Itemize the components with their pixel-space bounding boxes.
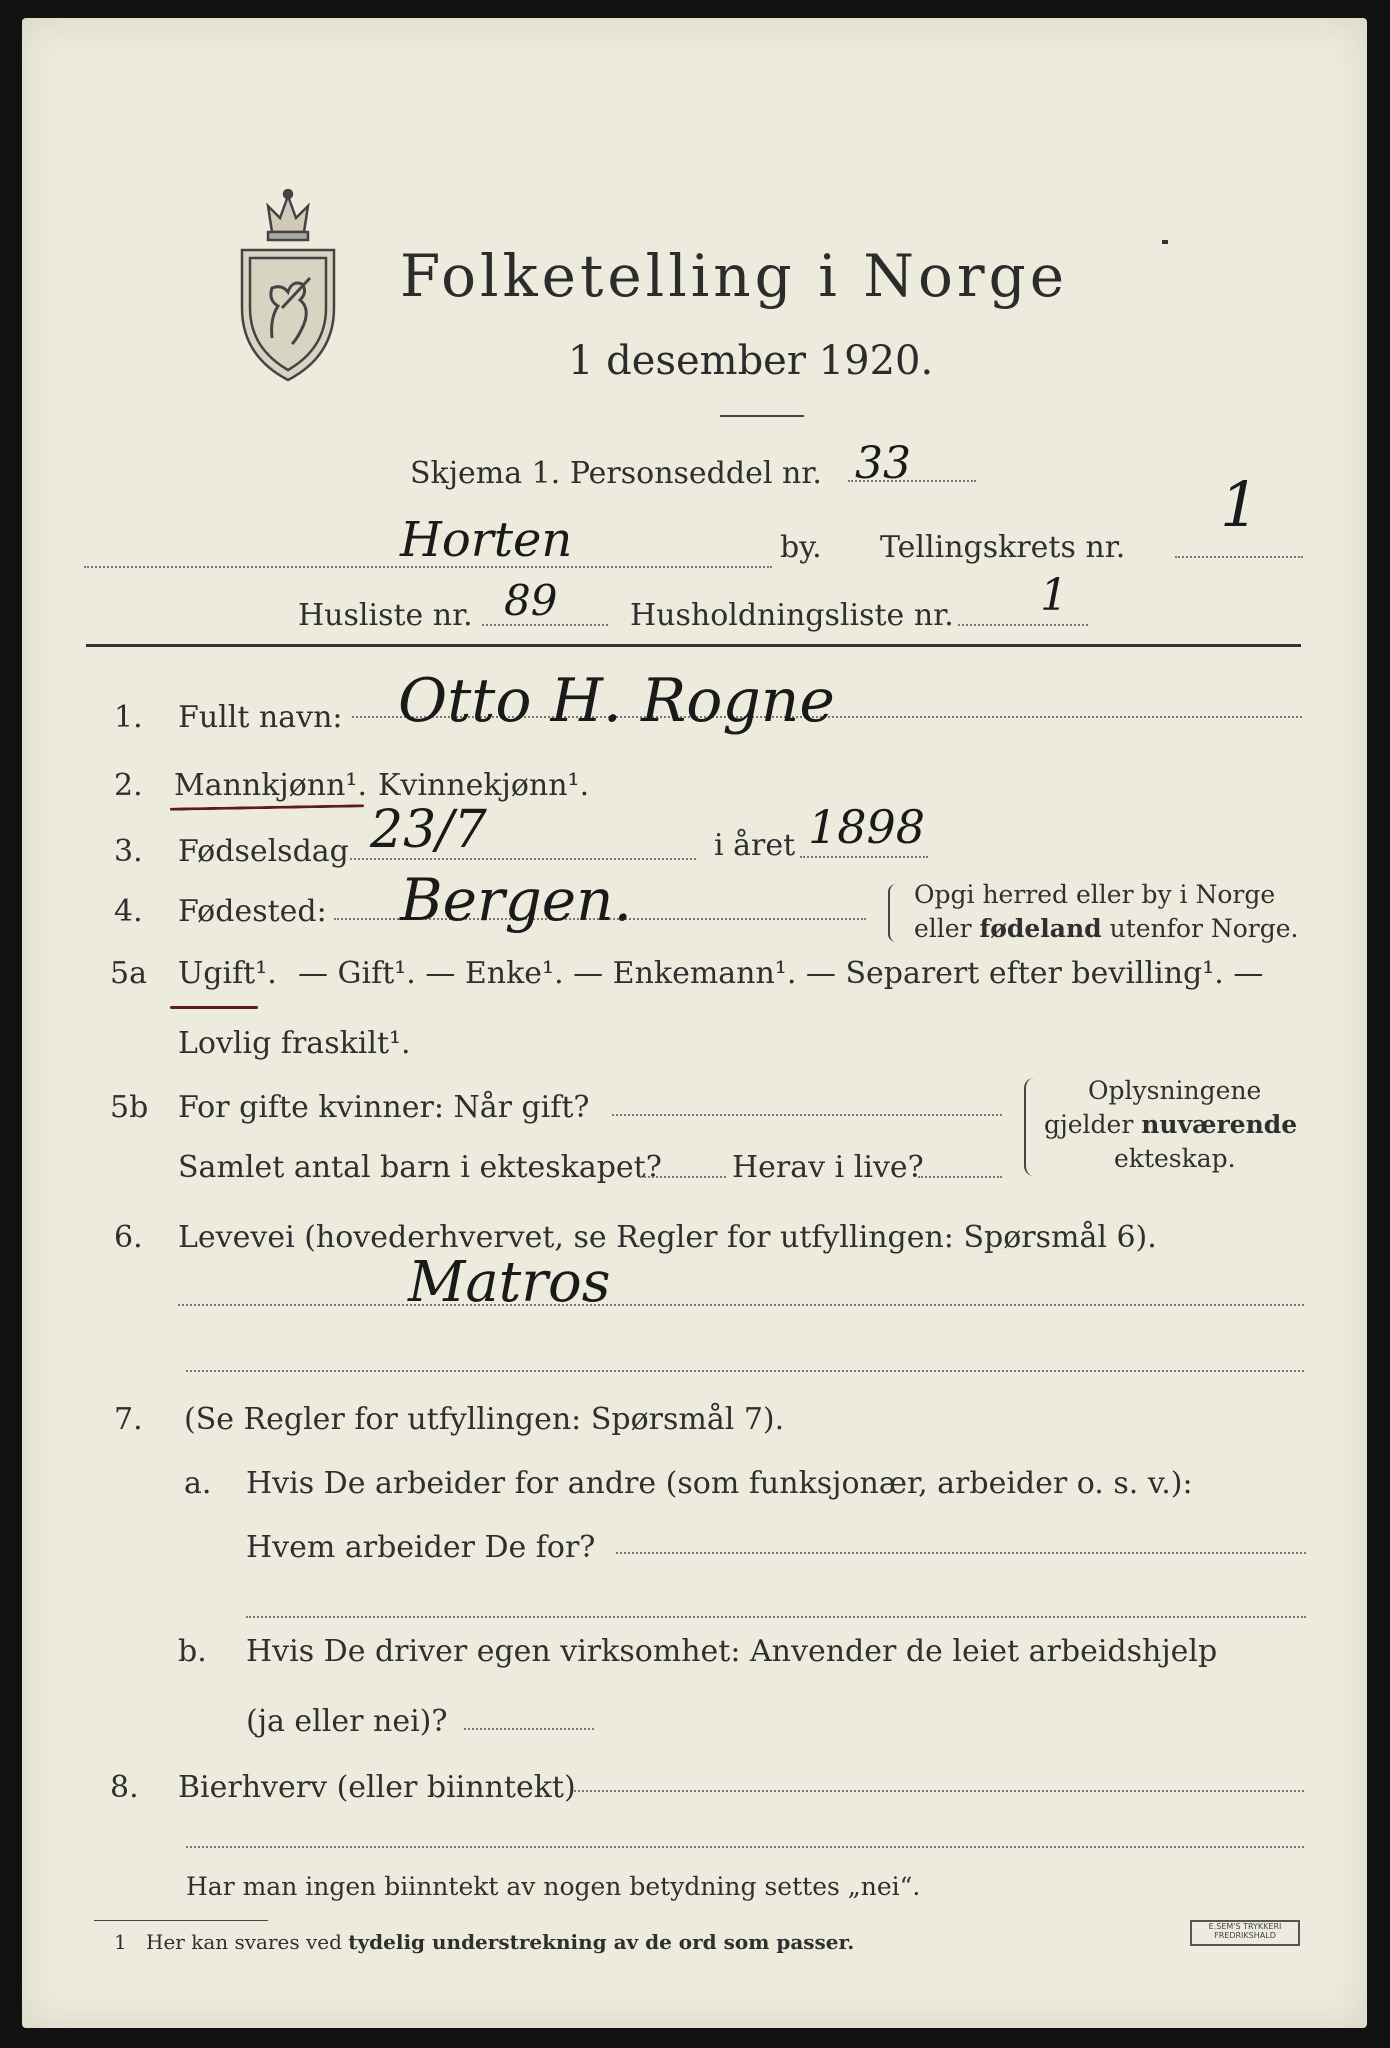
q7a-employer-line — [616, 1552, 1306, 1554]
q5b-when-married-label: For gifte kvinner: Når gift? — [178, 1090, 590, 1125]
q1-label: Fullt navn: — [178, 700, 343, 735]
q5a-unmarried-underline — [170, 1006, 258, 1009]
house-list-value[interactable]: 89 — [504, 576, 558, 625]
q5a-other-options[interactable]: — Gift¹. — Enke¹. — Enkemann¹. — Separert efter bevilling¹. — — [298, 956, 1264, 991]
q7a-employer-label: Hvem arbeider De for? — [246, 1530, 596, 1565]
q1-number: 1. — [114, 700, 143, 735]
q5a-divorced-option[interactable]: Lovlig fraskilt¹. — [178, 1026, 411, 1061]
q7a-label: Hvis De arbeider for andre (som funksjonær, arbeider o. s. v.): — [246, 1466, 1193, 1501]
q4-note-line1: Opgi herred eller by i Norge — [914, 880, 1276, 909]
q5b-when-married-line — [612, 1114, 1002, 1116]
q5a-unmarried-option[interactable]: Ugift¹. — [178, 956, 277, 991]
q7-number: 7. — [114, 1402, 143, 1437]
town-label: by. — [780, 530, 822, 565]
norwegian-coat-of-arms-icon — [232, 188, 344, 386]
q6-label: Levevei (hovederhvervet, se Regler for utfyllingen: Spørsmål 6). — [178, 1220, 1157, 1255]
q8-note: Har man ingen biinntekt av nogen betydning settes „nei“. — [186, 1872, 921, 1901]
q4-birthplace-value[interactable]: Bergen. — [400, 866, 632, 934]
q2-male-option[interactable]: Mannkjønn¹. — [174, 768, 367, 803]
q4-note-brace — [888, 884, 896, 942]
q5b-note-line3: ekteskap. — [1114, 1144, 1236, 1173]
title-divider — [720, 415, 804, 417]
q6-line1 — [178, 1304, 1304, 1306]
house-list-label: Husliste nr. — [298, 598, 473, 633]
q5b-alive-label: Herav i live? — [732, 1150, 924, 1185]
q2-number: 2. — [114, 768, 143, 803]
footnote-rule — [94, 1920, 268, 1921]
q7-label: (Se Regler for utfyllingen: Spørsmål 7). — [184, 1402, 785, 1437]
footnote-text: Her kan svares ved tydelig understrekning av de ord som passer. — [146, 1930, 855, 1954]
census-form-paper — [22, 18, 1367, 2028]
q7a-letter: a. — [184, 1466, 212, 1501]
district-line — [1175, 556, 1303, 558]
q8-line2 — [186, 1846, 1304, 1848]
q5b-note-line1: Oplysningene — [1088, 1076, 1262, 1105]
district-value[interactable]: 1 — [1220, 468, 1260, 541]
town-line — [84, 566, 772, 568]
q4-number: 4. — [114, 894, 143, 929]
header-separator — [86, 644, 1301, 647]
household-list-label: Husholdningsliste nr. — [630, 598, 954, 633]
q3-year-label: i året — [714, 828, 796, 863]
form-title: Folketelling i Norge — [400, 242, 1069, 310]
q7b-letter: b. — [178, 1634, 207, 1669]
q2-female-option[interactable]: Kvinnekjønn¹. — [378, 768, 590, 803]
q5b-note-brace — [1024, 1078, 1034, 1176]
q6-number: 6. — [114, 1220, 143, 1255]
q3-label: Fødselsdag — [178, 834, 349, 869]
q8-label: Bierhverv (eller biinntekt) — [178, 1770, 576, 1805]
q7b-answer-label: (ja eller nei)? — [246, 1704, 448, 1739]
q3-year-value[interactable]: 1898 — [808, 800, 926, 854]
census-date: 1 desember 1920. — [568, 338, 934, 384]
q7b-answer-line — [464, 1728, 594, 1730]
schema-label: Skjema 1. Personseddel nr. — [410, 456, 822, 491]
q6-line2 — [186, 1370, 1304, 1372]
q1-full-name-value[interactable]: Otto H. Rogne — [398, 666, 835, 736]
q5b-children-line — [640, 1176, 726, 1178]
footnote-marker: 1 — [114, 1930, 127, 1954]
q7a-line2 — [246, 1616, 1306, 1618]
q4-label: Fødested: — [178, 894, 327, 929]
q4-note-line2: eller fødeland utenfor Norge. — [914, 914, 1299, 943]
ink-speck — [1162, 240, 1168, 244]
household-list-value[interactable]: 1 — [1040, 570, 1068, 621]
q5b-alive-line — [918, 1176, 1002, 1178]
q5b-note-line2: gjelder nuværende — [1044, 1110, 1298, 1139]
q6-occupation-value[interactable]: Matros — [408, 1250, 611, 1315]
q5b-children-label: Samlet antal barn i ekteskapet? — [178, 1150, 662, 1185]
q7b-label: Hvis De driver egen virksomhet: Anvender de leiet arbeidshjelp — [246, 1634, 1218, 1669]
household-list-line — [958, 624, 1088, 626]
stamp-line-2: FREDRIKSHALD — [1214, 1931, 1276, 1940]
q3-number: 3. — [114, 834, 143, 869]
town-value[interactable]: Horten — [400, 512, 573, 568]
q5a-number: 5a — [110, 956, 147, 991]
q8-number: 8. — [110, 1770, 139, 1805]
printer-stamp — [1190, 1920, 1300, 1946]
q8-line1 — [574, 1790, 1304, 1792]
q3-year-line — [800, 856, 928, 858]
schema-number-value[interactable]: 33 — [855, 438, 911, 489]
q3-birthday-value[interactable]: 23/7 — [370, 800, 487, 860]
stamp-line-1: E.SEM'S TRYKKERI — [1208, 1922, 1282, 1931]
q5b-number: 5b — [110, 1090, 149, 1125]
district-label: Tellingskrets nr. — [880, 530, 1126, 565]
